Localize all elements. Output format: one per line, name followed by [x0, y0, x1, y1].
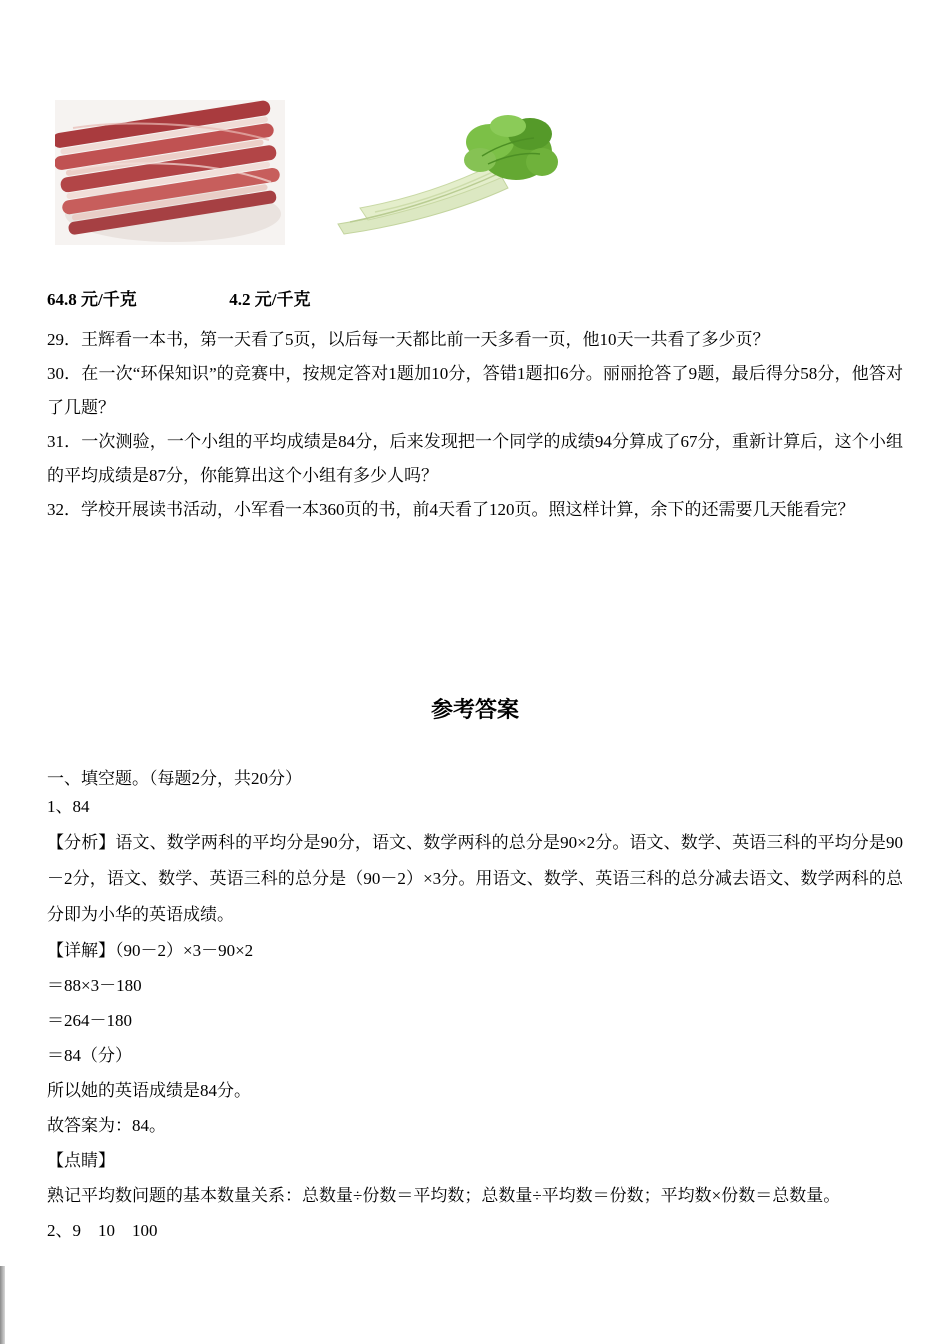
- scan-edge-artifact: [0, 1266, 5, 1344]
- lettuce-image: [330, 112, 558, 238]
- answer-2-label: 2、9 10 100: [47, 1221, 158, 1240]
- answer-1-tip: 熟记平均数问题的基本数量关系：总数量÷份数＝平均数；总数量÷平均数＝份数；平均数×份数＝总数量。: [47, 1186, 841, 1205]
- question-31: 31．一次测验，一个小组的平均成绩是84分，后来发现把一个同学的成绩94分算成了67分，重新计算后，这个小组的平均成绩是87分，你能算出这个小组有多少人吗？: [47, 432, 903, 485]
- answer-1-detail-line: ＝84（分）: [47, 1046, 132, 1065]
- section-title-fill-in-blanks: 一、填空题。（每题2分，共20分）: [47, 769, 302, 788]
- answer-1-detail-line: ＝264－180: [47, 1011, 132, 1030]
- question-30: 30．在一次“环保知识”的竞赛中，按规定答对1题加10分，答错1题扣6分。丽丽抢答了9题，最后得分58分，他答对了几题？: [47, 364, 903, 417]
- answer-1-detail-line: ＝88×3－180: [47, 976, 142, 995]
- answer-1-detail-line: 故答案为：84。: [47, 1116, 166, 1135]
- price-labels: [47, 289, 903, 311]
- answer-1-detail-line: 【详解】（90－2）×3－90×2: [47, 941, 254, 960]
- meat-price-label: 64.8 元/千克: [47, 290, 137, 309]
- question-32: 32．学校开展读书活动，小军看一本360页的书，前4天看了120页。照这样计算，余下的还需要几天能看完？: [47, 500, 855, 519]
- pork-meat-image: [55, 100, 285, 245]
- answer-1-tip-label: 【点睛】: [47, 1151, 115, 1170]
- questions-list: [47, 323, 903, 527]
- answer-1-detail-line: 所以她的英语成绩是84分。: [47, 1081, 251, 1100]
- answer-1-analysis: 【分析】语文、数学两科的平均分是90分，语文、数学两科的总分是90×2分。语文、数学、英语三科的平均分是90－2分，语文、数学、英语三科的总分是（90－2）×3分。用语文、数学、英语三科的总分减去语文、数学两科的总分即为小华的英语成绩。: [47, 833, 903, 924]
- question-29: 29．王辉看一本书，第一天看了5页，以后每一天都比前一天多看一页，他10天一共看了多少页？: [47, 330, 770, 349]
- question-images: [55, 0, 903, 245]
- answers-heading: 参考答案: [430, 697, 519, 722]
- answer-1-label: 1、84: [47, 797, 90, 816]
- vegetable-price-label: 4.2 元/千克: [229, 290, 311, 309]
